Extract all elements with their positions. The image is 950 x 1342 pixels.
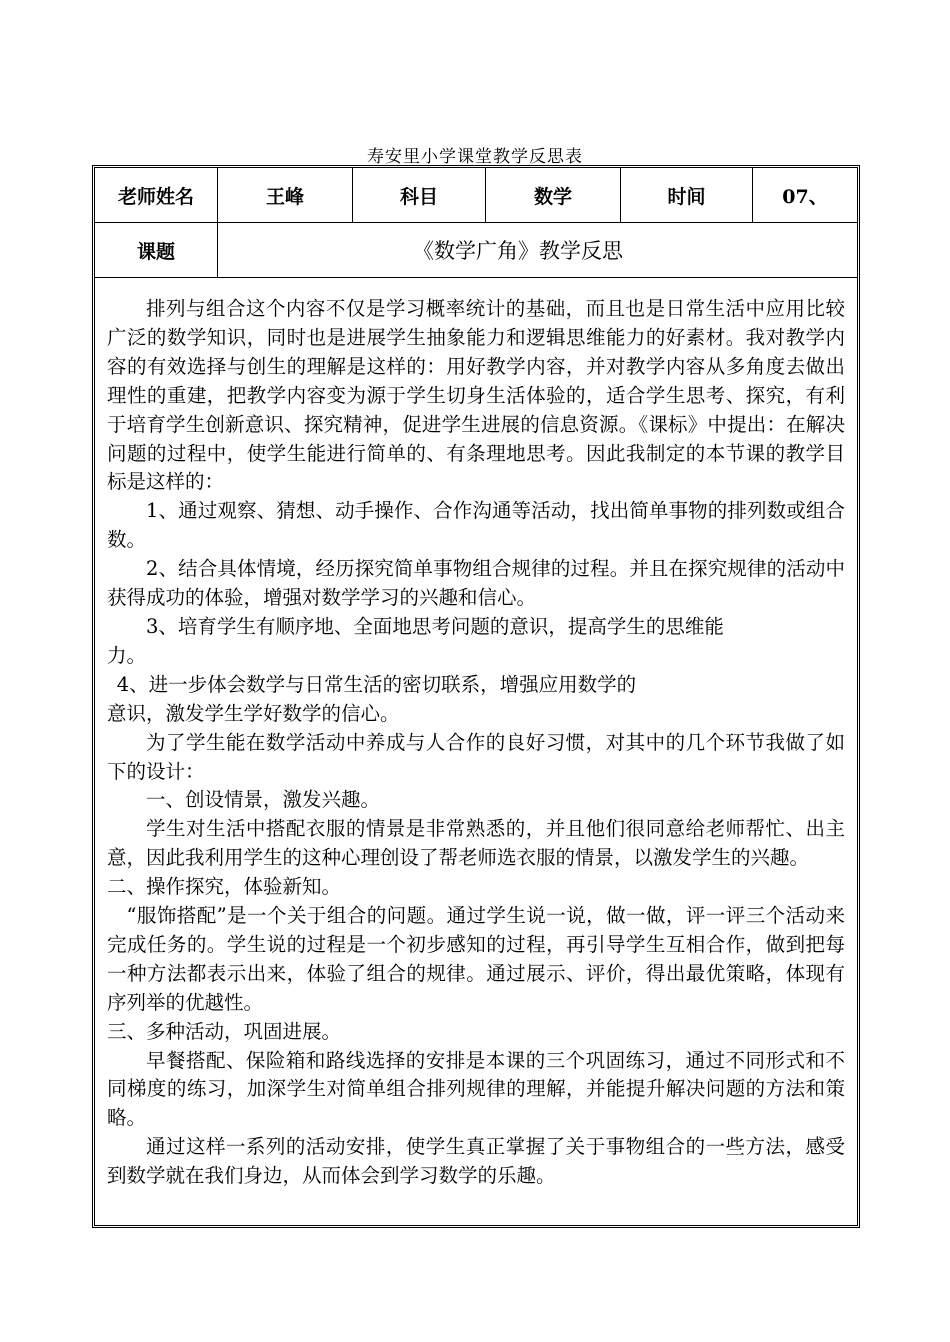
section-heading-3: 三、多种活动，巩固进展。 xyxy=(107,1019,342,1043)
paragraph-section-1: 学生对生活中搭配衣服的情景是非常熟悉的，并且他们很同意给老师帮忙、出主意，因此我利用学生的这种心理创设了帮老师选衣服的情景，以激发学生的兴趣。 xyxy=(107,817,845,870)
time-value: 07、 xyxy=(782,185,828,208)
document-title: 寿安里小学课堂教学反思表 xyxy=(367,147,583,167)
goal-4: 4、进一步体会数学与日常生活的密切联系，增强应用数学的 xyxy=(116,672,637,696)
time-label: 时间 xyxy=(621,168,753,222)
goal-2: 2、结合具体情境，经历探究简单事物组合规律的过程。并且在探究规律的活动中获得成功的体验，增强对数学学习的兴趣和信心。 xyxy=(107,557,845,610)
paragraph-intro: 排列与组合这个内容不仅是学习概率统计的基础，而且也是日常生活中应用比较广泛的数学知识，同时也是进展学生抽象能力和逻辑思维能力的好素材。我对教学内容的有效选择与创生的理解是这样的：用好教学内容，并对教学内容从多角度去做出理性的重建，把教学内容变为源于学生切身生活体验的，适合学生思考、探究，有利于培育学生创新意识、探究精神，促进学生进展的信息资源。《课标》中提出：在解决问题的过程中，使学生能进行简单的、有条理地思考。因此我制定的本节课的教学目标是这样的： xyxy=(107,297,845,494)
goal-3: 3、培育学生有顺序地、全面地思考问题的意识，提高学生的思维能 xyxy=(146,614,724,638)
paragraph-section-2: “服饰搭配”是一个关于组合的问题。通过学生说一说，做一做，评一评三个活动来完成任务的。学生说的过程是一个初步感知的过程，再引导学生互相合作，做到把每一种方法都表示出来，体验了组合的规律。通过展示、评价，得出最优策略，体现有序列举的优越性。 xyxy=(107,904,845,1014)
topic-row xyxy=(95,223,857,278)
section-heading-2: 二、操作探究，体验新知。 xyxy=(107,875,342,899)
goal-4-continued: 意识，激发学生学好数学的信心。 xyxy=(107,701,400,725)
goal-1: 1、通过观察、猜想、动手操作、合作沟通等活动，找出简单事物的排列数或组合数。 xyxy=(107,499,845,552)
teacher-name: 王峰 xyxy=(218,168,353,222)
teacher-label: 老师姓名 xyxy=(95,168,218,222)
section-heading-1: 一、创设情景，激发兴趣。 xyxy=(146,788,381,812)
reflection-table xyxy=(92,165,860,1228)
topic-value: 《数学广角》教学反思 xyxy=(413,239,623,263)
paragraph-section-3: 早餐搭配、保险箱和路线选择的安排是本课的三个巩固练习，通过不同形式和不同梯度的练习，加深学生对简单组合排列规律的理解，并能提升解决问题的方法和策略。 xyxy=(107,1048,845,1130)
topic-label: 课题 xyxy=(95,223,218,277)
paragraph-conclusion: 通过这样一系列的活动安排，使学生真正掌握了关于事物组合的一些方法，感受到数学就在我们身边，从而体会到学习数学的乐趣。 xyxy=(107,1135,845,1188)
paragraph-design: 为了学生能在数学活动中养成与人合作的良好习惯，对其中的几个环节我做了如下的设计： xyxy=(107,730,845,783)
reflection-content xyxy=(107,295,845,1191)
goal-3-continued: 力。 xyxy=(107,643,147,667)
subject-label: 科目 xyxy=(353,168,486,222)
header-row xyxy=(95,168,857,223)
subject-value: 数学 xyxy=(486,168,621,222)
